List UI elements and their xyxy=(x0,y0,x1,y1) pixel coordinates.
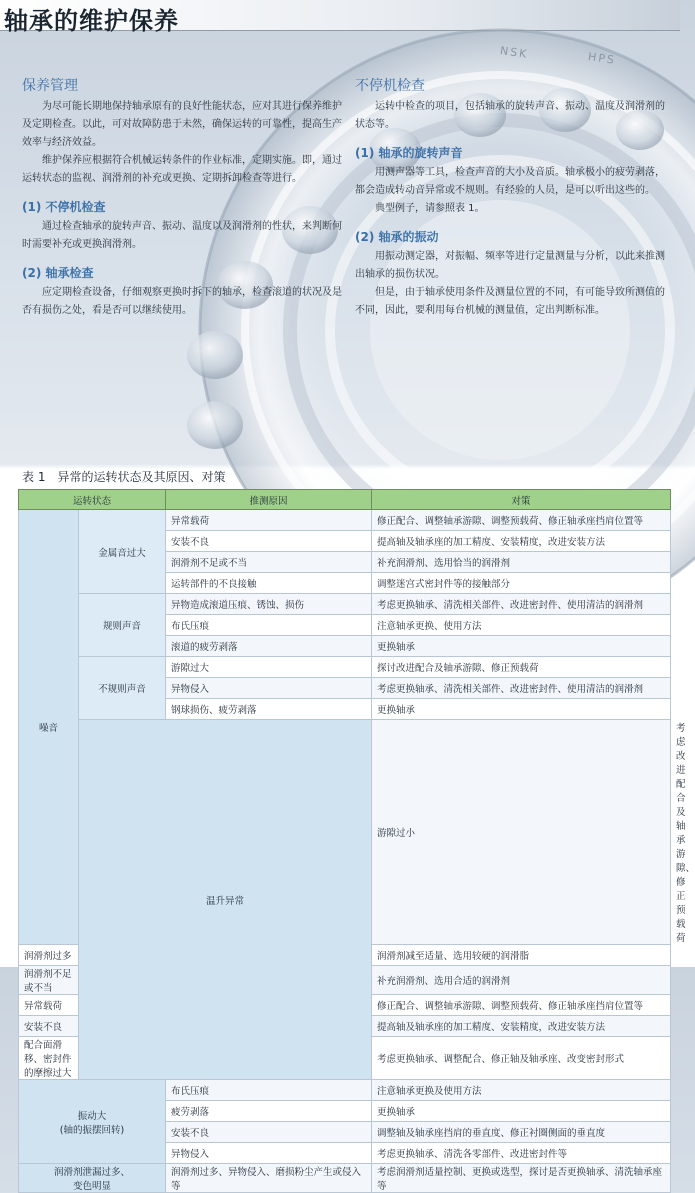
cause-cell: 游隙过大 xyxy=(166,657,372,678)
measure-cell: 调整轴及轴承座挡肩的垂直度、修正衬圈侧面的垂直度 xyxy=(372,1122,671,1143)
maintenance-heading: 保养管理 xyxy=(22,78,78,94)
measure-cell: 调整迷宫式密封件等的接触部分 xyxy=(372,573,671,594)
cause-cell: 安装不良 xyxy=(166,1122,372,1143)
table-row xyxy=(19,1080,671,1101)
state-cell: 温升异常 xyxy=(79,720,372,1080)
vibration-paragraph: 但是，由于轴承使用条件及测量位置的不同，有可能导致所测值的不同，因此，要利用每台机械的测量值，定出判断标准。 xyxy=(355,287,665,316)
measure-cell: 补充润滑剂、选用合适的润滑剂 xyxy=(372,966,671,995)
vibration-subheading: (2) 轴承的振动 xyxy=(355,230,439,244)
measure-cell: 提高轴及轴承座的加工精度、安装精度，改进安装方法 xyxy=(372,1016,671,1037)
cause-cell: 配合面滑移、密封件的摩擦过大 xyxy=(19,1037,79,1080)
measure-cell: 补充润滑剂、选用恰当的润滑剂 xyxy=(372,552,671,573)
cause-cell: 滚道的疲劳剥落 xyxy=(166,636,372,657)
brand-mark-hps: HPS xyxy=(587,50,617,67)
cause-cell: 安装不良 xyxy=(19,1016,79,1037)
online-inspection-subheading: (1) 不停机检查 xyxy=(22,200,106,214)
table-row xyxy=(19,1164,671,1193)
table-row: 温升异常 游隙过小 考虑改进配合及轴承游隙、修正预载荷 xyxy=(19,720,671,945)
cause-cell: 游隙过小 xyxy=(372,720,671,945)
rotation-sound-paragraph: 典型例子，请参照表 1。 xyxy=(375,203,485,214)
online-inspection-text: 通过检查轴承的旋转声音、振动、温度以及润滑剂的性状，来判断何时需要补充或更换润滑剂。 xyxy=(22,221,342,250)
cause-cell: 布氏压痕 xyxy=(166,615,372,636)
sub-state-cell: 规则声音 xyxy=(79,594,166,657)
running-inspection-intro: 运转中检查的项目，包括轴承的旋转声音、振动、温度及润滑剂的状态等。 xyxy=(355,101,665,130)
right-column xyxy=(355,76,665,320)
rotation-sound-subheading: (1) 轴承的旋转声音 xyxy=(355,146,463,160)
cause-cell: 异物侵入 xyxy=(166,1143,372,1164)
state-cell: 噪音 xyxy=(19,510,79,945)
cause-cell: 润滑剂不足或不当 xyxy=(19,966,79,995)
bearing-inspection-subheading: (2) 轴承检查 xyxy=(22,266,94,280)
state-cell: 振动大 (轴的振摆回转) xyxy=(19,1080,166,1164)
measure-cell: 修正配合、调整轴承游隙、调整预载荷、修正轴承座挡肩位置等 xyxy=(372,995,671,1016)
table-header-row xyxy=(19,490,671,510)
measure-cell: 提高轴及轴承座的加工精度、安装精度，改进安装方法 xyxy=(372,531,671,552)
measure-cell: 注意轴承更换及使用方法 xyxy=(372,1080,671,1101)
table-row xyxy=(19,594,671,615)
sub-state-cell: 不规则声音 xyxy=(79,657,166,720)
header-measure: 对策 xyxy=(372,490,671,510)
cause-cell: 布氏压痕 xyxy=(166,1080,372,1101)
rotation-sound-paragraph: 用测声器等工具，检查声音的大小及音质。轴承极小的疲劳剥落，都会造成转动音异常或不规则。有经验的人员，是可以听出这些的。 xyxy=(355,167,665,196)
measure-cell: 修正配合、调整轴承游隙、调整预载荷、修正轴承座挡肩位置等 xyxy=(372,510,671,531)
measure-cell: 注意轴承更换、使用方法 xyxy=(372,615,671,636)
cause-cell: 润滑剂不足或不当 xyxy=(166,552,372,573)
measure-cell: 考虑更换轴承、调整配合、修正轴及轴承座、改变密封形式 xyxy=(372,1037,671,1080)
measure-cell: 探讨改进配合及轴承游隙、修正预载荷 xyxy=(372,657,671,678)
bearing-inspection-text: 应定期检查设备，仔细观察更换时拆下的轴承，检查滚道的状况及是否有损伤之处，看是否可以继续使用。 xyxy=(22,287,342,316)
left-column xyxy=(22,76,342,320)
measure-cell: 更换轴承 xyxy=(372,636,671,657)
cause-cell: 疲劳剥落 xyxy=(166,1101,372,1122)
measure-cell: 考虑润滑剂适量控制、更换或选型，探讨是否更换轴承、清洗轴承座等 xyxy=(372,1164,671,1193)
measure-cell: 更换轴承 xyxy=(372,1101,671,1122)
measure-cell: 考虑更换轴承、清洗相关部件、改进密封件、使用清洁的润滑剂 xyxy=(372,678,671,699)
measure-cell: 考虑更换轴承、清洗相关部件、改进密封件、使用清洁的润滑剂 xyxy=(372,594,671,615)
page-title: 轴承的维护保养 xyxy=(4,7,179,35)
measure-cell: 考虑更换轴承、清洗各零部件、改进密封件等 xyxy=(372,1143,671,1164)
header-cause: 推测原因 xyxy=(166,490,372,510)
table-row xyxy=(19,657,671,678)
cause-cell: 异物造成滚道压痕、锈蚀、损伤 xyxy=(166,594,372,615)
cause-cell: 钢球损伤、疲劳剥落 xyxy=(166,699,372,720)
table-row xyxy=(19,510,671,531)
sub-state-cell: 金属音过大 xyxy=(79,510,166,594)
header-state: 运转状态 xyxy=(19,490,166,510)
state-cell: 润滑剂泄漏过多、 变色明显 xyxy=(19,1164,166,1193)
measure-cell: 润滑剂减至适量、选用较硬的润滑脂 xyxy=(372,945,671,966)
maintenance-paragraph: 为尽可能长期地保持轴承原有的良好性能状态，应对其进行保养维护及定期检查。以此，可对故障防患于未然，确保运转的可靠性，提高生产效率与经济效益。 xyxy=(22,101,342,148)
title-bar xyxy=(0,0,680,35)
brand-mark-nsk: NSK xyxy=(499,44,530,61)
cause-cell: 安装不良 xyxy=(166,531,372,552)
abnormal-conditions-table xyxy=(18,489,695,1193)
vibration-paragraph: 用振动测定器，对振幅、频率等进行定量测量与分析，以此来推测出轴承的损伤状况。 xyxy=(355,251,665,280)
measure-cell: 更换轴承 xyxy=(372,699,671,720)
cause-cell: 异物侵入 xyxy=(166,678,372,699)
cause-cell: 润滑剂过多、异物侵入、磨损粉尘产生或侵入等 xyxy=(166,1164,372,1193)
cause-cell: 润滑剂过多 xyxy=(19,945,79,966)
table-caption: 表 1 异常的运转状态及其原因、对策 xyxy=(22,470,226,484)
cause-cell: 异常载荷 xyxy=(19,995,79,1016)
cause-cell: 运转部件的不良接触 xyxy=(166,573,372,594)
maintenance-paragraph: 维护保养应根据符合机械运转条件的作业标准，定期实施。即，通过运转状态的监视、润滑剂的补充或更换、定期拆卸检查等进行。 xyxy=(22,155,342,184)
cause-cell: 异常载荷 xyxy=(166,510,372,531)
running-inspection-heading: 不停机检查 xyxy=(355,78,425,94)
table-body xyxy=(19,510,695,1193)
